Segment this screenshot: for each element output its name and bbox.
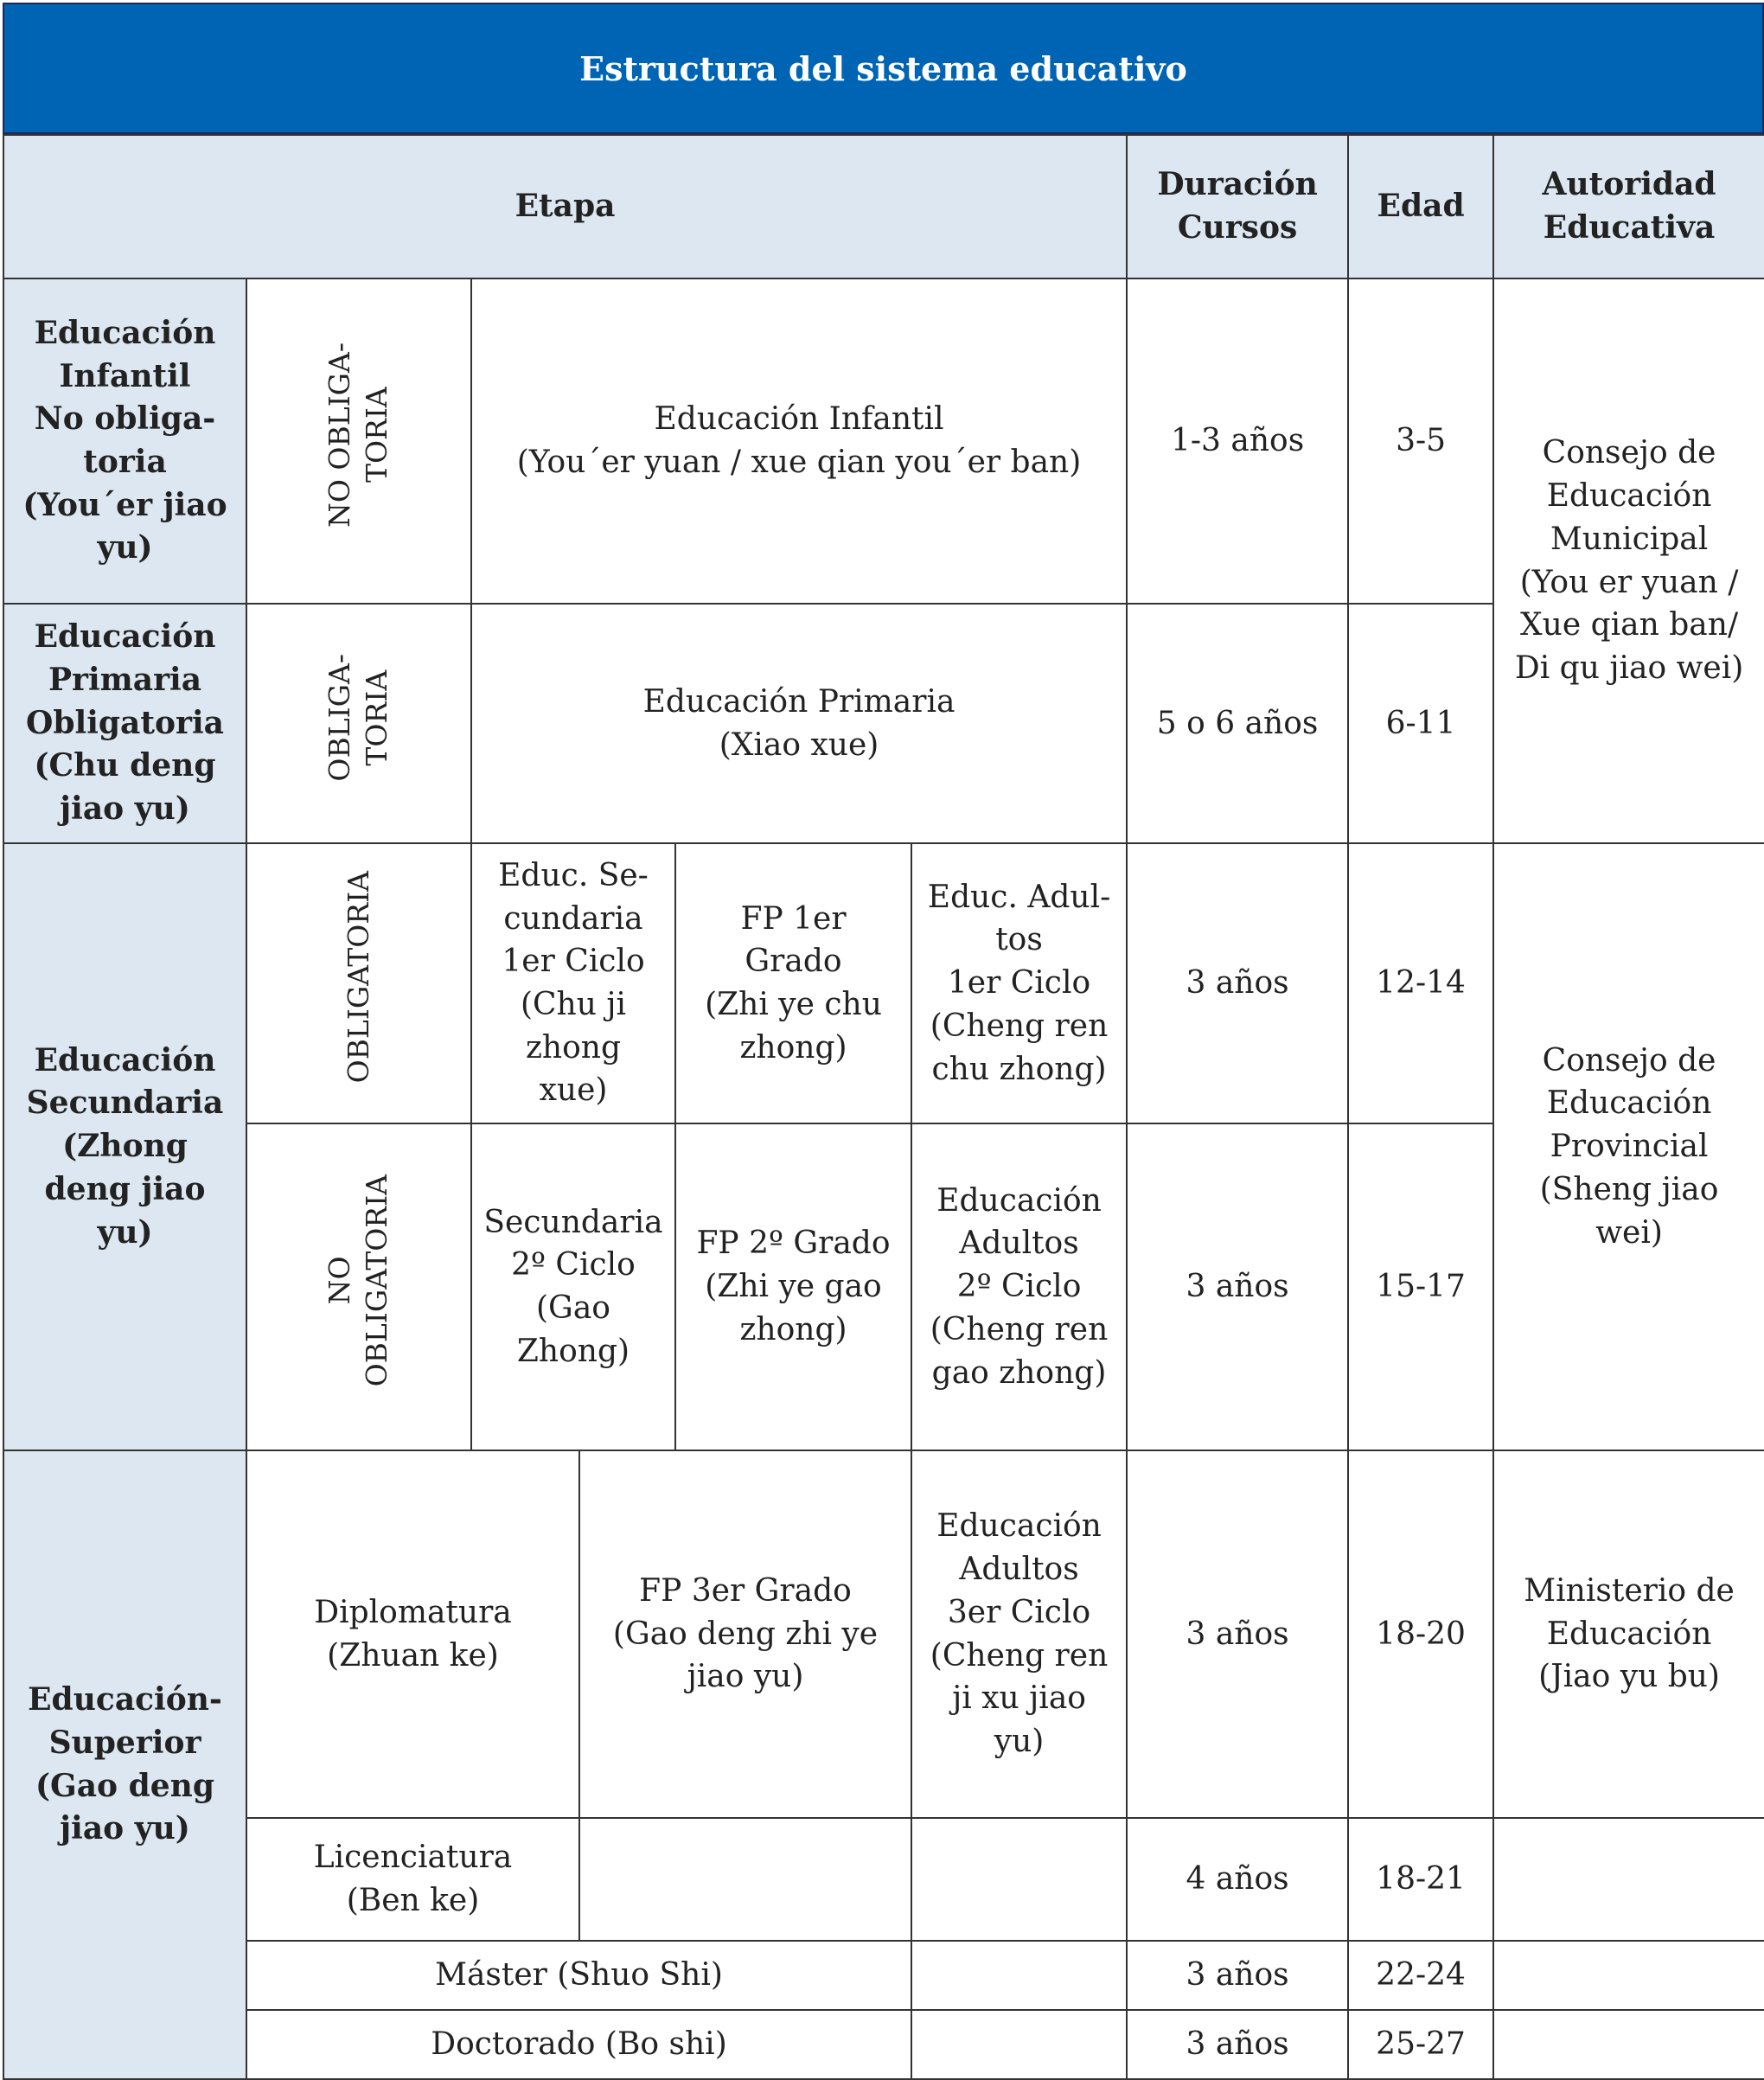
obligation-secundaria-1 xyxy=(246,843,471,1123)
program-secundaria-1: Educ. Se- cundaria 1er Ciclo (Chu ji zhong xue) xyxy=(471,843,675,1123)
duration-primaria: 5 o 6 años xyxy=(1127,604,1348,843)
program-licenciatura: Licenciatura (Ben ke) xyxy=(246,1818,579,1941)
empty-cell xyxy=(1493,1818,1764,1941)
table-row xyxy=(3,2010,1764,2079)
header-autoridad: Autoridad Educativa xyxy=(1493,135,1764,278)
age-secundaria-1: 12-14 xyxy=(1348,843,1493,1123)
table-row xyxy=(3,1818,1764,1941)
authority-municipal: Consejo de Educación Municipal (You er yuan / Xue qian ban/ Di qu jiao wei) xyxy=(1493,278,1764,843)
header-duracion: Duración Cursos xyxy=(1127,135,1348,278)
table-row xyxy=(3,843,1764,1123)
program-diplomatura: Diplomatura (Zhuan ke) xyxy=(246,1450,579,1818)
education-structure-table xyxy=(3,134,1764,2080)
program-doctorado: Doctorado (Bo shi) xyxy=(246,2010,911,2079)
program-fp-1: FP 1er Grado (Zhi ye chu zhong) xyxy=(675,843,911,1123)
stage-primaria: Educación Primaria Obligatoria (Chu deng jiao yu) xyxy=(3,604,246,843)
duration-secundaria-1: 3 años xyxy=(1127,843,1348,1123)
header-row xyxy=(3,135,1764,278)
program-adultos-1: Educ. Adul- tos 1er Ciclo (Cheng ren chu zhong) xyxy=(911,843,1127,1123)
empty-cell xyxy=(579,1818,911,1941)
program-primaria: Educación Primaria (Xiao xue) xyxy=(471,604,1127,843)
vertical-label: NO OBLIGA- TORIA xyxy=(323,342,393,528)
stage-infantil: Educación Infantil No obliga- toria (You´er jiao yu) xyxy=(3,278,246,604)
age-doctorado: 25-27 xyxy=(1348,2010,1493,2079)
duration-doctorado: 3 años xyxy=(1127,2010,1348,2079)
program-fp-3: FP 3er Grado (Gao deng zhi ye jiao yu) xyxy=(579,1450,911,1818)
age-licenciatura: 18-21 xyxy=(1348,1818,1493,1941)
header-edad: Edad xyxy=(1348,135,1493,278)
vertical-label: OBLIGA- TORIA xyxy=(323,653,393,782)
header-etapa: Etapa xyxy=(3,135,1127,278)
program-adultos-2: Educación Adultos 2º Ciclo (Cheng ren gao zhong) xyxy=(911,1123,1127,1450)
duration-master: 3 años xyxy=(1127,1941,1348,2010)
age-diplomatura: 18-20 xyxy=(1348,1450,1493,1818)
authority-provincial: Consejo de Educación Provincial (Sheng jiao wei) xyxy=(1493,843,1764,1450)
program-master: Máster (Shuo Shi) xyxy=(246,1941,911,2010)
vertical-label: NO OBLIGATORIA xyxy=(323,1174,393,1387)
empty-cell xyxy=(1493,2010,1764,2079)
duration-diplomatura: 3 años xyxy=(1127,1450,1348,1818)
age-infantil: 3-5 xyxy=(1348,278,1493,604)
age-master: 22-24 xyxy=(1348,1941,1493,2010)
table-row xyxy=(3,1941,1764,2010)
duration-infantil: 1-3 años xyxy=(1127,278,1348,604)
program-infantil: Educación Infantil (You´er yuan / xue qian you´er ban) xyxy=(471,278,1127,604)
obligation-primaria xyxy=(246,604,471,843)
table-row xyxy=(3,278,1764,604)
empty-cell xyxy=(911,1818,1127,1941)
program-adultos-3: Educación Adultos 3er Ciclo (Cheng ren ji xu jiao yu) xyxy=(911,1450,1127,1818)
program-fp-2: FP 2º Grado (Zhi ye gao zhong) xyxy=(675,1123,911,1450)
authority-ministerio: Ministerio de Educación (Jiao yu bu) xyxy=(1493,1450,1764,1818)
obligation-infantil xyxy=(246,278,471,604)
duration-licenciatura: 4 años xyxy=(1127,1818,1348,1941)
table-title: Estructura del sistema educativo xyxy=(3,3,1764,134)
vertical-label: OBLIGATORIA xyxy=(341,871,375,1084)
stage-secundaria: Educación Secundaria (Zhong deng jiao yu) xyxy=(3,843,246,1450)
program-secundaria-2: Secundaria 2º Ciclo (Gao Zhong) xyxy=(471,1123,675,1450)
duration-secundaria-2: 3 años xyxy=(1127,1123,1348,1450)
empty-cell xyxy=(911,2010,1127,2079)
empty-cell xyxy=(911,1941,1127,2010)
age-secundaria-2: 15-17 xyxy=(1348,1123,1493,1450)
age-primaria: 6-11 xyxy=(1348,604,1493,843)
obligation-secundaria-2 xyxy=(246,1123,471,1450)
table-row xyxy=(3,1450,1764,1818)
empty-cell xyxy=(1493,1941,1764,2010)
stage-superior: Educación- Superior (Gao deng jiao yu) xyxy=(3,1450,246,2079)
